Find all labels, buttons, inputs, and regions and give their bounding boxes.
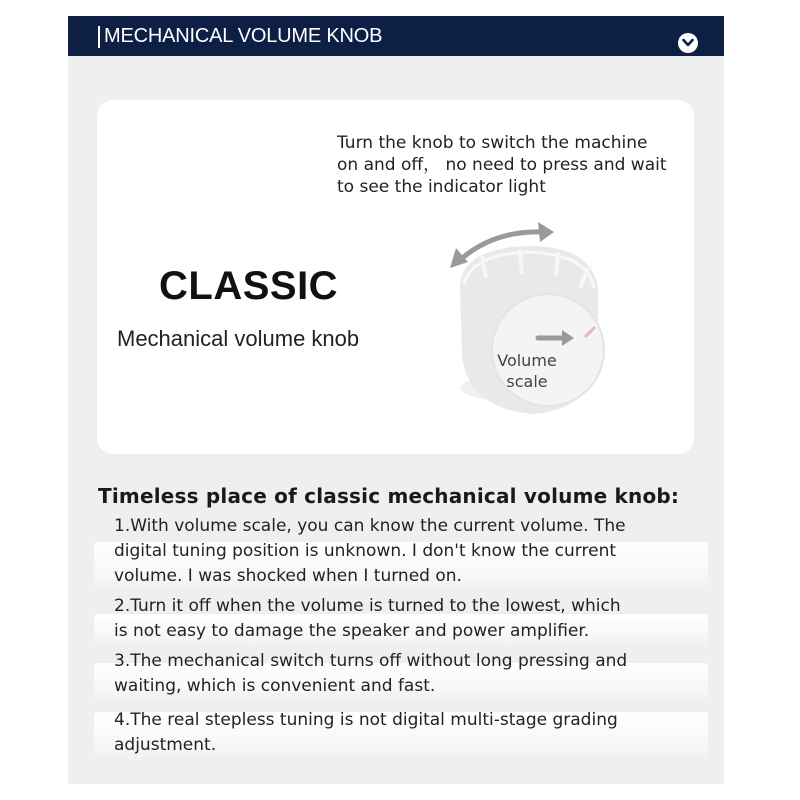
product-panel (68, 16, 724, 784)
knob-note-line: to see the indicator light (337, 177, 546, 197)
feature-line: 4.The real stepless tuning is not digital multi-stage grading (114, 710, 618, 730)
feature-item-text (94, 649, 714, 699)
knob-scale-label (477, 350, 577, 392)
features-title: Timeless place of classic mechanical volume knob: (98, 484, 680, 508)
chevron-down-icon[interactable] (678, 33, 698, 53)
knob-feature-card (97, 100, 694, 454)
feature-line: adjustment. (114, 735, 217, 755)
feature-item-text (94, 594, 714, 644)
feature-line: 3.The mechanical switch turns off without long pressing and (114, 651, 628, 671)
header-divider (98, 26, 100, 48)
feature-item-3 (94, 649, 714, 699)
card-subheading: Mechanical volume knob (117, 326, 360, 351)
knob-note-line: on and off， no need to press and wait (337, 155, 667, 175)
section-header[interactable] (68, 16, 724, 56)
feature-item-4 (94, 708, 714, 758)
feature-item-2 (94, 594, 714, 644)
knob-note-line: Turn the knob to switch the machine (337, 133, 648, 153)
feature-line: 1.With volume scale, you can know the current volume. The (114, 516, 626, 536)
feature-line: 2.Turn it off when the volume is turned to the lowest, which (114, 596, 621, 616)
feature-line: waiting, which is convenient and fast. (114, 676, 436, 696)
feature-line: is not easy to damage the speaker and power amplifier. (114, 621, 590, 641)
section-title: MECHANICAL VOLUME KNOB (104, 25, 383, 47)
feature-item-1 (94, 514, 714, 589)
knob-label-line: Volume (497, 351, 557, 370)
knob-note (337, 132, 687, 198)
feature-line: digital tuning position is unknown. I don't know the current (114, 541, 617, 561)
feature-item-text (94, 514, 714, 589)
feature-line: volume. I was shocked when I turned on. (114, 566, 462, 586)
knob-label-line: scale (506, 372, 548, 391)
feature-item-text (94, 708, 714, 758)
card-heading: CLASSIC (159, 264, 339, 308)
